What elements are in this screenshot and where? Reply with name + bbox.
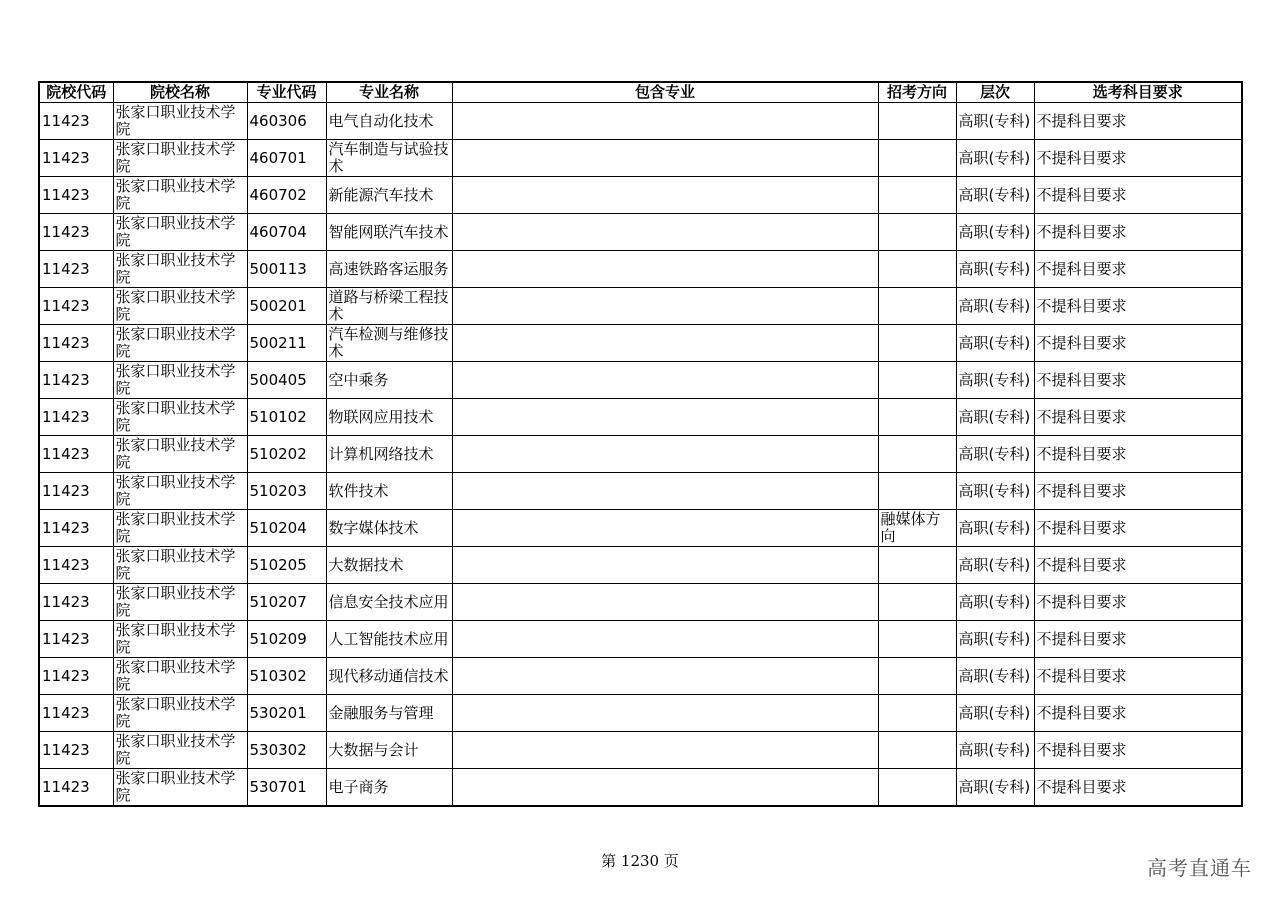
cell-school-name: 张家口职业技术学院 — [113, 769, 247, 807]
cell-level: 高职(专科) — [956, 473, 1034, 510]
table-row — [39, 140, 1242, 177]
major-table — [38, 81, 1243, 807]
cell-direction — [878, 362, 956, 399]
cell-school-code: 11423 — [39, 732, 113, 769]
header-included-majors: 包含专业 — [452, 82, 878, 103]
cell-school-name: 张家口职业技术学院 — [113, 362, 247, 399]
header-school-name: 院校名称 — [113, 82, 247, 103]
cell-school-code: 11423 — [39, 251, 113, 288]
cell-included-majors — [452, 621, 878, 658]
cell-major-code: 510205 — [247, 547, 326, 584]
cell-level: 高职(专科) — [956, 251, 1034, 288]
cell-included-majors — [452, 695, 878, 732]
cell-level: 高职(专科) — [956, 732, 1034, 769]
cell-school-name: 张家口职业技术学院 — [113, 510, 247, 547]
cell-included-majors — [452, 140, 878, 177]
cell-school-code: 11423 — [39, 769, 113, 807]
cell-major-name: 道路与桥梁工程技术 — [326, 288, 452, 325]
cell-subject-requirement: 不提科目要求 — [1034, 288, 1242, 325]
cell-major-name: 汽车制造与试验技术 — [326, 140, 452, 177]
cell-major-name: 新能源汽车技术 — [326, 177, 452, 214]
cell-direction — [878, 695, 956, 732]
cell-major-name: 高速铁路客运服务 — [326, 251, 452, 288]
cell-level: 高职(专科) — [956, 547, 1034, 584]
cell-level: 高职(专科) — [956, 214, 1034, 251]
cell-major-name: 计算机网络技术 — [326, 436, 452, 473]
cell-school-name: 张家口职业技术学院 — [113, 436, 247, 473]
cell-major-name: 大数据与会计 — [326, 732, 452, 769]
cell-direction — [878, 769, 956, 807]
cell-included-majors — [452, 584, 878, 621]
cell-direction — [878, 140, 956, 177]
cell-major-code: 510207 — [247, 584, 326, 621]
cell-school-code: 11423 — [39, 584, 113, 621]
cell-level: 高职(专科) — [956, 621, 1034, 658]
cell-major-name: 现代移动通信技术 — [326, 658, 452, 695]
cell-direction: 融媒体方向 — [878, 510, 956, 547]
cell-included-majors — [452, 399, 878, 436]
cell-school-name: 张家口职业技术学院 — [113, 103, 247, 140]
cell-school-name: 张家口职业技术学院 — [113, 547, 247, 584]
cell-included-majors — [452, 658, 878, 695]
table-row — [39, 362, 1242, 399]
cell-subject-requirement: 不提科目要求 — [1034, 214, 1242, 251]
cell-included-majors — [452, 251, 878, 288]
cell-level: 高职(专科) — [956, 288, 1034, 325]
cell-included-majors — [452, 473, 878, 510]
cell-level: 高职(专科) — [956, 362, 1034, 399]
cell-level: 高职(专科) — [956, 177, 1034, 214]
cell-direction — [878, 288, 956, 325]
cell-included-majors — [452, 288, 878, 325]
cell-school-name: 张家口职业技术学院 — [113, 325, 247, 362]
cell-subject-requirement: 不提科目要求 — [1034, 436, 1242, 473]
cell-school-name: 张家口职业技术学院 — [113, 399, 247, 436]
cell-subject-requirement: 不提科目要求 — [1034, 584, 1242, 621]
table-row — [39, 399, 1242, 436]
header-level: 层次 — [956, 82, 1034, 103]
header-school-code: 院校代码 — [39, 82, 113, 103]
cell-school-code: 11423 — [39, 288, 113, 325]
table-body — [39, 103, 1242, 807]
cell-subject-requirement: 不提科目要求 — [1034, 177, 1242, 214]
cell-direction — [878, 251, 956, 288]
cell-school-code: 11423 — [39, 436, 113, 473]
cell-level: 高职(专科) — [956, 140, 1034, 177]
cell-major-name: 数字媒体技术 — [326, 510, 452, 547]
cell-direction — [878, 399, 956, 436]
table-row — [39, 769, 1242, 807]
table-row — [39, 103, 1242, 140]
cell-included-majors — [452, 547, 878, 584]
cell-major-code: 530302 — [247, 732, 326, 769]
cell-school-code: 11423 — [39, 399, 113, 436]
cell-direction — [878, 325, 956, 362]
cell-school-name: 张家口职业技术学院 — [113, 658, 247, 695]
cell-direction — [878, 214, 956, 251]
table-row — [39, 251, 1242, 288]
cell-school-code: 11423 — [39, 695, 113, 732]
table-row — [39, 325, 1242, 362]
cell-major-name: 汽车检测与维修技术 — [326, 325, 452, 362]
cell-direction — [878, 658, 956, 695]
cell-direction — [878, 177, 956, 214]
table-row — [39, 473, 1242, 510]
table-row — [39, 732, 1242, 769]
cell-subject-requirement: 不提科目要求 — [1034, 399, 1242, 436]
cell-school-name: 张家口职业技术学院 — [113, 584, 247, 621]
watermark-logo-text: 高考直通车 — [1147, 856, 1252, 880]
table-header-row — [39, 82, 1242, 103]
cell-school-name: 张家口职业技术学院 — [113, 288, 247, 325]
cell-major-name: 人工智能技术应用 — [326, 621, 452, 658]
cell-school-name: 张家口职业技术学院 — [113, 732, 247, 769]
cell-subject-requirement: 不提科目要求 — [1034, 510, 1242, 547]
cell-subject-requirement: 不提科目要求 — [1034, 658, 1242, 695]
cell-major-name: 电气自动化技术 — [326, 103, 452, 140]
cell-school-code: 11423 — [39, 658, 113, 695]
cell-included-majors — [452, 103, 878, 140]
cell-included-majors — [452, 732, 878, 769]
cell-level: 高职(专科) — [956, 399, 1034, 436]
cell-major-name: 空中乘务 — [326, 362, 452, 399]
cell-school-code: 11423 — [39, 140, 113, 177]
cell-major-code: 510204 — [247, 510, 326, 547]
cell-subject-requirement: 不提科目要求 — [1034, 732, 1242, 769]
cell-major-name: 电子商务 — [326, 769, 452, 807]
cell-major-code: 530701 — [247, 769, 326, 807]
cell-level: 高职(专科) — [956, 325, 1034, 362]
cell-subject-requirement: 不提科目要求 — [1034, 473, 1242, 510]
cell-major-code: 500405 — [247, 362, 326, 399]
cell-major-name: 大数据技术 — [326, 547, 452, 584]
cell-major-name: 软件技术 — [326, 473, 452, 510]
cell-school-name: 张家口职业技术学院 — [113, 140, 247, 177]
cell-direction — [878, 584, 956, 621]
cell-school-name: 张家口职业技术学院 — [113, 473, 247, 510]
table-row — [39, 695, 1242, 732]
table-row — [39, 214, 1242, 251]
cell-subject-requirement: 不提科目要求 — [1034, 621, 1242, 658]
table-row — [39, 510, 1242, 547]
cell-direction — [878, 621, 956, 658]
table-row — [39, 584, 1242, 621]
cell-level: 高职(专科) — [956, 584, 1034, 621]
cell-level: 高职(专科) — [956, 658, 1034, 695]
header-subject-requirement: 选考科目要求 — [1034, 82, 1242, 103]
cell-subject-requirement: 不提科目要求 — [1034, 695, 1242, 732]
table-row — [39, 658, 1242, 695]
table-row — [39, 436, 1242, 473]
header-major-code: 专业代码 — [247, 82, 326, 103]
cell-school-code: 11423 — [39, 510, 113, 547]
cell-direction — [878, 473, 956, 510]
cell-subject-requirement: 不提科目要求 — [1034, 362, 1242, 399]
cell-level: 高职(专科) — [956, 695, 1034, 732]
cell-direction — [878, 547, 956, 584]
cell-subject-requirement: 不提科目要求 — [1034, 251, 1242, 288]
cell-major-code: 510203 — [247, 473, 326, 510]
cell-school-name: 张家口职业技术学院 — [113, 621, 247, 658]
cell-school-name: 张家口职业技术学院 — [113, 214, 247, 251]
cell-school-code: 11423 — [39, 473, 113, 510]
cell-included-majors — [452, 325, 878, 362]
cell-major-code: 500201 — [247, 288, 326, 325]
cell-major-code: 460306 — [247, 103, 326, 140]
cell-included-majors — [452, 214, 878, 251]
cell-subject-requirement: 不提科目要求 — [1034, 103, 1242, 140]
cell-subject-requirement: 不提科目要求 — [1034, 140, 1242, 177]
cell-included-majors — [452, 769, 878, 807]
cell-major-name: 智能网联汽车技术 — [326, 214, 452, 251]
cell-major-code: 460701 — [247, 140, 326, 177]
header-major-name: 专业名称 — [326, 82, 452, 103]
cell-included-majors — [452, 362, 878, 399]
cell-major-code: 530201 — [247, 695, 326, 732]
cell-school-code: 11423 — [39, 103, 113, 140]
cell-included-majors — [452, 436, 878, 473]
cell-level: 高职(专科) — [956, 510, 1034, 547]
cell-major-code: 500211 — [247, 325, 326, 362]
cell-school-name: 张家口职业技术学院 — [113, 177, 247, 214]
cell-major-code: 510302 — [247, 658, 326, 695]
table-row — [39, 288, 1242, 325]
cell-school-code: 11423 — [39, 621, 113, 658]
cell-level: 高职(专科) — [956, 769, 1034, 807]
cell-major-name: 物联网应用技术 — [326, 399, 452, 436]
cell-major-code: 510209 — [247, 621, 326, 658]
cell-level: 高职(专科) — [956, 103, 1034, 140]
cell-subject-requirement: 不提科目要求 — [1034, 325, 1242, 362]
cell-direction — [878, 103, 956, 140]
cell-included-majors — [452, 510, 878, 547]
cell-school-code: 11423 — [39, 547, 113, 584]
cell-major-code: 510102 — [247, 399, 326, 436]
table-row — [39, 547, 1242, 584]
cell-subject-requirement: 不提科目要求 — [1034, 547, 1242, 584]
cell-subject-requirement: 不提科目要求 — [1034, 769, 1242, 807]
table-row — [39, 177, 1242, 214]
cell-school-name: 张家口职业技术学院 — [113, 695, 247, 732]
cell-direction — [878, 732, 956, 769]
page-number: 第 1230 页 — [601, 852, 679, 870]
cell-major-code: 460704 — [247, 214, 326, 251]
table-row — [39, 621, 1242, 658]
cell-major-code: 500113 — [247, 251, 326, 288]
cell-school-name: 张家口职业技术学院 — [113, 251, 247, 288]
cell-major-name: 信息安全技术应用 — [326, 584, 452, 621]
cell-school-code: 11423 — [39, 214, 113, 251]
cell-school-code: 11423 — [39, 362, 113, 399]
cell-school-code: 11423 — [39, 177, 113, 214]
cell-major-code: 460702 — [247, 177, 326, 214]
cell-included-majors — [452, 177, 878, 214]
cell-school-code: 11423 — [39, 325, 113, 362]
cell-direction — [878, 436, 956, 473]
cell-level: 高职(专科) — [956, 436, 1034, 473]
cell-major-code: 510202 — [247, 436, 326, 473]
header-direction: 招考方向 — [878, 82, 956, 103]
cell-major-name: 金融服务与管理 — [326, 695, 452, 732]
